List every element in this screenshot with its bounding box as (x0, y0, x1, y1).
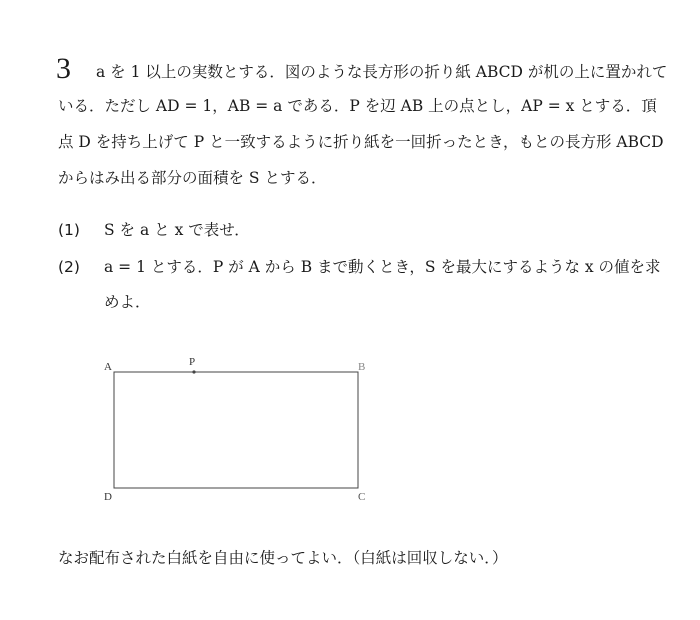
question-2-text-line-1: a = 1 とする．P が A から B まで動くとき，S を最大にするような x の値を求 (104, 258, 661, 276)
label-c: C (358, 491, 366, 503)
footer-note: なお配布された白紙を自由に使ってよい．（白紙は回収しない．） (58, 549, 508, 567)
statement-line-2: いる．ただし AD = 1，AB = a である．P を辺 AB 上の点とし，AP = x とする．頂 (58, 97, 657, 115)
statement-line-1: a を 1 以上の実数とする．図のような長方形の折り紙 ABCD が机の上に置かれて (96, 63, 668, 81)
question-1-label: (1) (58, 221, 80, 239)
label-a: A (104, 361, 112, 373)
label-d: D (104, 491, 112, 503)
label-b: B (358, 361, 366, 373)
point-p-marker (192, 370, 195, 373)
rectangle-abcd (114, 372, 358, 488)
question-1-text: S を a と x で表せ． (104, 221, 250, 239)
label-p: P (189, 356, 196, 368)
statement-line-3: 点 D を持ち上げて P と一致するように折り紙を一回折ったとき，もとの長方形 ABCD (58, 133, 664, 151)
rectangle-figure (96, 352, 386, 508)
question-2-label: (2) (58, 258, 80, 276)
problem-number: 3 (56, 52, 71, 85)
statement-line-4: からはみ出る部分の面積を S とする． (58, 169, 327, 187)
question-2-text-line-2: めよ． (104, 293, 151, 311)
